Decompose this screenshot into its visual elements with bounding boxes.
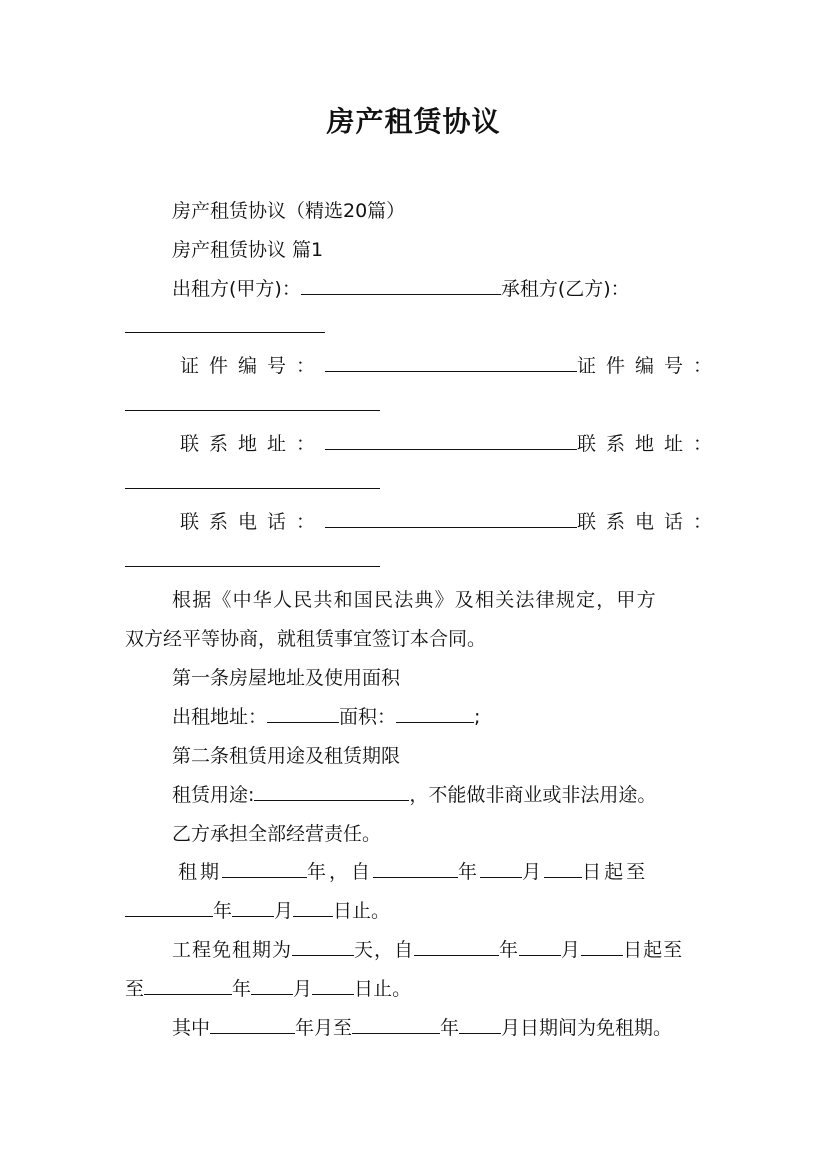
term-line bbox=[178, 859, 648, 885]
phone-label-b: 联系电话： bbox=[577, 511, 723, 533]
address-area-line bbox=[172, 704, 480, 730]
phone-blank-a[interactable] bbox=[325, 509, 577, 528]
free-zhi: 至 bbox=[125, 978, 145, 1000]
end-zhi: 止。 bbox=[352, 900, 391, 922]
term-label: 租期 bbox=[178, 861, 223, 883]
end-month-blank[interactable] bbox=[232, 898, 274, 917]
start-year-blank[interactable] bbox=[373, 859, 458, 878]
use-label: 租赁用途: bbox=[172, 784, 255, 806]
free-start-day-blank[interactable] bbox=[581, 937, 623, 956]
lessor-label: 出租方(甲方)： bbox=[172, 278, 301, 300]
free-label: 工程免租期为 bbox=[172, 939, 293, 961]
end-day-blank[interactable] bbox=[293, 898, 333, 917]
free-end-year-label: 年 bbox=[232, 978, 252, 1000]
phone-line bbox=[180, 509, 722, 535]
addr-blank-a[interactable] bbox=[325, 431, 577, 450]
lessee-label: 承租方(乙方)： bbox=[500, 278, 630, 300]
term-qizhi: 起至 bbox=[604, 861, 649, 883]
use-tail: ，不能做非商业或非法用途。 bbox=[409, 784, 657, 806]
lessee-blank[interactable] bbox=[125, 314, 325, 333]
area-label: 面积： bbox=[339, 706, 397, 728]
area-blank[interactable] bbox=[396, 704, 474, 723]
start-day-label: 日 bbox=[582, 861, 605, 883]
id-blank-b[interactable] bbox=[125, 392, 380, 411]
section-heading: 房产租赁协议 篇1 bbox=[172, 239, 324, 261]
lessee-blank-line bbox=[125, 314, 325, 340]
end-month-label: 月 bbox=[274, 900, 294, 922]
start-month-blank[interactable] bbox=[480, 859, 522, 878]
end-year-label: 年 bbox=[213, 900, 233, 922]
id-label-a: 证件编号： bbox=[180, 355, 326, 377]
start-month-label: 月 bbox=[522, 861, 545, 883]
addr-label-a: 联系地址： bbox=[180, 433, 326, 455]
free-start-month-label: 月 bbox=[561, 939, 582, 961]
use-line bbox=[172, 782, 656, 808]
free-end-day-label: 日 bbox=[354, 978, 374, 1000]
party-line bbox=[172, 276, 630, 302]
id-blank-a[interactable] bbox=[325, 353, 577, 372]
free-start-year-blank[interactable] bbox=[414, 937, 499, 956]
start-day-blank[interactable] bbox=[544, 859, 582, 878]
end-year-blank[interactable] bbox=[125, 898, 213, 917]
responsibility-line: 乙方承担全部经营责任。 bbox=[172, 823, 382, 845]
free-within-line bbox=[172, 1015, 672, 1041]
free-days-blank[interactable] bbox=[292, 937, 354, 956]
paragraph-line: 双方经平等协商，就租赁事宜签订本合同。 bbox=[125, 628, 487, 650]
within-year-label: 年 bbox=[440, 1017, 460, 1039]
document-title: 房产租赁协议 bbox=[326, 105, 501, 138]
within-end-blank[interactable] bbox=[352, 1015, 440, 1034]
free-end-zhi: 止。 bbox=[373, 978, 412, 1000]
phone-label-a: 联系电话： bbox=[180, 511, 326, 533]
addr-label-b: 联系地址： bbox=[577, 433, 723, 455]
article-heading: 第一条房屋地址及使用面积 bbox=[172, 667, 401, 689]
start-year-label: 年 bbox=[458, 861, 481, 883]
term-year: 年 bbox=[307, 861, 330, 883]
rent-address-label: 出租地址： bbox=[172, 706, 268, 728]
paragraph-line: 根据《中华人民共和国民法典》及相关法律规定，甲方 bbox=[172, 589, 657, 611]
subtitle-line: 房产租赁协议（精选20篇） bbox=[172, 200, 406, 222]
phone-blank-b[interactable] bbox=[125, 548, 380, 567]
within-start-blank[interactable] bbox=[210, 1015, 295, 1034]
rent-address-blank[interactable] bbox=[267, 704, 339, 723]
semicolon: ; bbox=[474, 706, 481, 728]
free-end-year-blank[interactable] bbox=[144, 976, 232, 995]
qizhong-label: 其中 bbox=[172, 1017, 211, 1039]
term-end-line bbox=[125, 898, 390, 924]
id-blank-line bbox=[125, 392, 380, 418]
free-start-day-label: 日 bbox=[623, 939, 644, 961]
free-end-line bbox=[125, 976, 411, 1002]
phone-blank-line bbox=[125, 548, 380, 574]
free-qi: 起至 bbox=[643, 939, 684, 961]
lessor-blank[interactable] bbox=[301, 276, 501, 295]
id-line bbox=[180, 353, 722, 379]
term-blank[interactable] bbox=[222, 859, 307, 878]
within-tail: 月日期间为免租期。 bbox=[501, 1017, 673, 1039]
free-end-month-blank[interactable] bbox=[251, 976, 293, 995]
free-start-year-label: 年 bbox=[499, 939, 520, 961]
addr-blank-line bbox=[125, 470, 380, 496]
end-day-label: 日 bbox=[333, 900, 353, 922]
id-label-b: 证件编号： bbox=[577, 355, 723, 377]
use-blank[interactable] bbox=[254, 782, 409, 801]
free-end-day-blank[interactable] bbox=[312, 976, 354, 995]
addr-blank-b[interactable] bbox=[125, 470, 380, 489]
free-tian-zi: 天，自 bbox=[354, 939, 415, 961]
within-month-blank[interactable] bbox=[459, 1015, 501, 1034]
free-start-month-blank[interactable] bbox=[519, 937, 561, 956]
address-line bbox=[180, 431, 722, 457]
within-yuezhi: 年月至 bbox=[295, 1017, 353, 1039]
free-period-line bbox=[172, 937, 684, 963]
article-heading: 第二条租赁用途及租赁期限 bbox=[172, 745, 401, 767]
free-end-month-label: 月 bbox=[293, 978, 313, 1000]
term-from: ，自 bbox=[329, 861, 374, 883]
